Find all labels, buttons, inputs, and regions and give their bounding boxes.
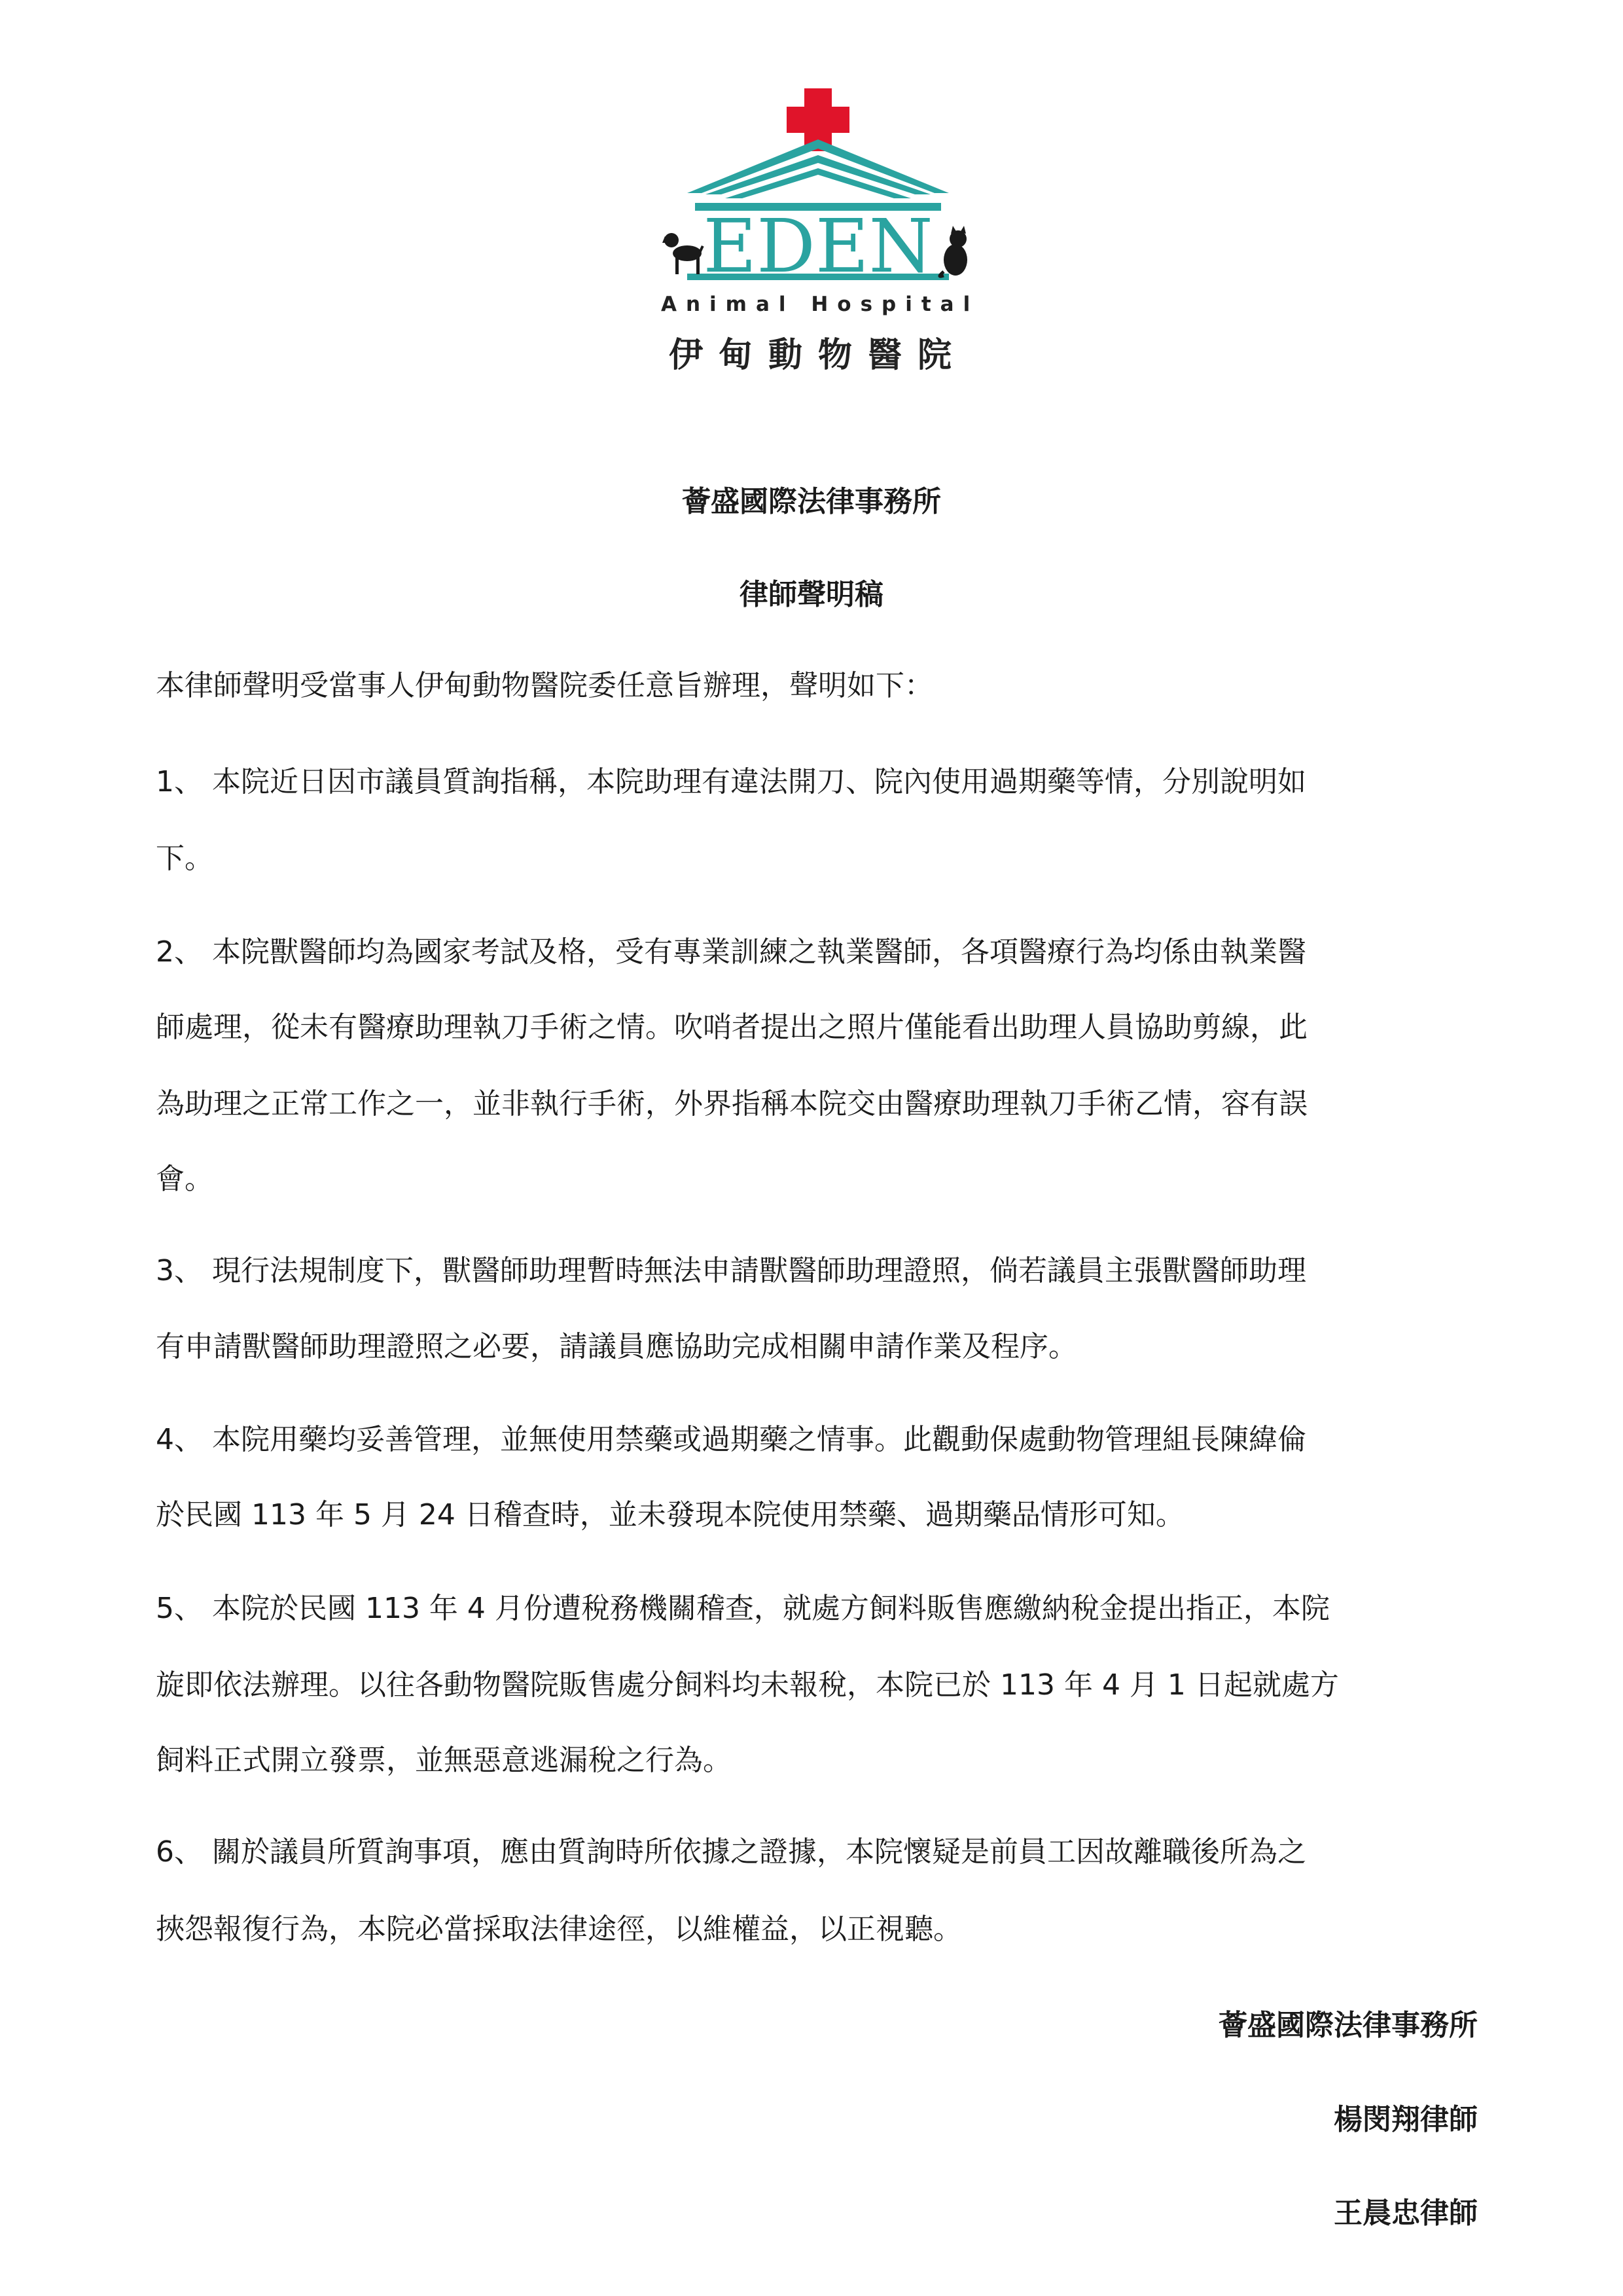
- paragraph-2-line: 師處理，從未有醫療助理執刀手術之情。吹哨者提出之照片僅能看出助理人員協助剪線，此: [156, 1011, 1308, 1044]
- paragraph-3-line: 有申請獸醫師助理證照之必要，請議員應協助完成相關申請作業及程序。: [156, 1330, 1077, 1363]
- document-title: 律師聲明稿: [740, 578, 883, 611]
- paragraph-2-line: 會。: [156, 1162, 213, 1196]
- signature-firm: 薈盛國際法律事務所: [1219, 2009, 1478, 2042]
- hospital-logo: [661, 82, 980, 375]
- paragraph-2-line: 為助理之正常工作之一，並非執行手術，外界指稱本院交由醫療助理執刀手術乙情，容有誤: [156, 1087, 1308, 1121]
- logo-subtitle-zh: 伊甸動物醫院: [668, 336, 967, 375]
- law-firm-title: 薈盛國際法律事務所: [682, 485, 941, 518]
- paragraph-4-line: 於民國 113 年 5 月 24 日稽查時，並未發現本院使用禁藥、過期藥品情形可知。: [156, 1498, 1185, 1532]
- logo-subtitle-en: Animal Hospital: [661, 293, 980, 316]
- paragraph-2-line: 2、 本院獸醫師均為國家考試及格，受有專業訓練之執業醫師，各項醫療行為均係由執業醫: [156, 935, 1306, 969]
- paragraph-5-line: 飼料正式開立發票，並無惡意逃漏稅之行為。: [156, 1744, 732, 1777]
- paragraph-6-line: 挾怨報復行為，本院必當採取法律途徑，以維權益，以正視聽。: [156, 1912, 962, 1946]
- paragraph-5-line: 旋即依法辦理。以往各動物醫院販售處分飼料均未報稅，本院已於 113 年 4 月 1 日起就處方: [156, 1668, 1339, 1702]
- paragraph-1-line: 下。: [156, 842, 213, 875]
- dog-icon: [662, 233, 704, 274]
- brand-wordmark: EDEN: [703, 204, 933, 289]
- logo-graphic: [661, 82, 975, 291]
- paragraph-6-line: 6、 關於議員所質詢事項，應由質詢時所依據之證據，本院懷疑是前員工因故離職後所為之: [156, 1835, 1306, 1869]
- paragraph-5-line: 5、 本院於民國 113 年 4 月份遭稅務機關稽查，就處方飼料販售應繳納稅金提出指正，本院: [156, 1592, 1330, 1625]
- signature-lawyer-1: 楊閔翔律師: [1334, 2103, 1478, 2136]
- paragraph-1-line: 1、 本院近日因市議員質詢指稱，本院助理有違法開刀、院內使用過期藥等情，分別說明如: [156, 765, 1306, 798]
- intro-text: 本律師聲明受當事人伊甸動物醫院委任意旨辦理，聲明如下：: [156, 669, 933, 702]
- paragraph-3-line: 3、 現行法規制度下，獸醫師助理暫時無法申請獸醫師助理證照，倘若議員主張獸醫師助理: [156, 1254, 1306, 1287]
- cat-icon: [940, 226, 967, 276]
- paragraph-4-line: 4、 本院用藥均妥善管理，並無使用禁藥或過期藥之情事。此觀動保處動物管理組長陳緯倫: [156, 1423, 1306, 1456]
- signature-lawyer-2: 王晨忠律師: [1334, 2197, 1478, 2230]
